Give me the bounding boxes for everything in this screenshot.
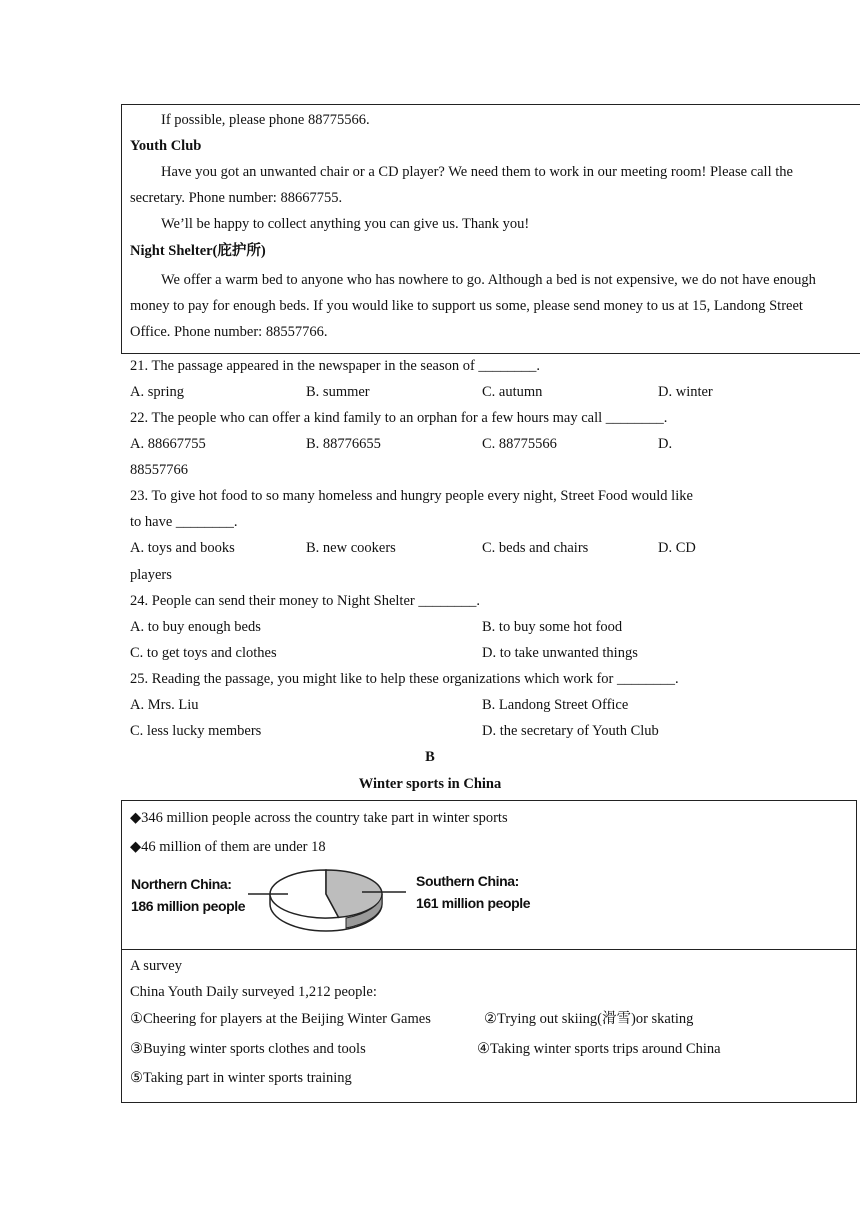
passage-line: Have you got an unwanted chair or a CD player? We need them to work in our meeting room! Please call the [161,164,793,180]
passage-line: We offer a warm bed to anyone who has nowhere to go. Although a bed is not expensive, we do not have enough [161,272,816,288]
option-21-a: A. spring [130,384,184,400]
section-title: Winter sports in China [358,776,502,792]
option-21-b: B. summer [306,384,370,400]
option-22-a: A. 88667755 [130,436,206,452]
pie-label-southern [416,870,530,914]
option-22-b: B. 88776655 [306,436,381,452]
section-letter: B [425,749,435,765]
option-25-c: C. less lucky members [130,723,262,739]
survey-item-2: ②Trying out skiing(滑雪)or skating [484,1011,694,1027]
option-23-b: B. new cookers [306,540,396,556]
northern-label: Northern China: [131,876,232,892]
question-23-stem-wrap: to have ________. [130,514,238,530]
option-23-a: A. toys and books [130,540,235,556]
question-25-stem: 25. Reading the passage, you might like to help these organizations which work for ________. [130,671,679,687]
southern-value: 161 million people [416,895,531,911]
passage-line: We’ll be happy to collect anything you can give us. Thank you! [161,216,530,232]
southern-label: Southern China: [416,873,519,889]
option-25-d: D. the secretary of Youth Club [482,723,659,739]
survey-item-1: ①Cheering for players at the Beijing Winter Games [130,1011,431,1027]
survey-item-4: ④Taking winter sports trips around China [477,1041,721,1057]
option-21-c: C. autumn [482,384,543,400]
section-heading-youth-club: Youth Club [130,138,202,154]
northern-value: 186 million people [131,898,246,914]
pie-chart [240,860,410,940]
divider [121,949,857,950]
option-24-a: A. to buy enough beds [130,619,261,635]
passage-line: secretary. Phone number: 88667755. [130,190,343,206]
option-21-d: D. winter [658,384,713,400]
survey-intro: China Youth Daily surveyed 1,212 people: [130,984,377,1000]
option-22-c: C. 88775566 [482,436,557,452]
fact-line: ◆46 million of them are under 18 [130,839,326,855]
survey-title: A survey [130,958,182,974]
survey-item-5: ⑤Taking part in winter sports training [130,1070,352,1086]
option-22-d: D. [658,436,673,452]
pie-label-northern [131,873,245,917]
passage-line: Office. Phone number: 88557766. [130,324,328,340]
option-25-b: B. Landong Street Office [482,697,629,713]
option-23-c: C. beds and chairs [482,540,589,556]
option-23-d: D. CD [658,540,696,556]
question-22-stem: 22. The people who can offer a kind family to an orphan for a few hours may call ________. [130,410,668,426]
option-25-a: A. Mrs. Liu [130,697,199,713]
question-24-stem: 24. People can send their money to Night Shelter ________. [130,593,480,609]
option-24-c: C. to get toys and clothes [130,645,277,661]
option-24-d: D. to take unwanted things [482,645,638,661]
option-23-d-wrap: players [130,567,172,583]
section-heading-night-shelter: Night Shelter(庇护所) [130,243,266,259]
passage-line: If possible, please phone 88775566. [161,112,370,128]
passage-line: money to pay for enough beds. If you would like to support us some, please send money to us at 15, Landong Street [130,298,803,314]
option-22-d-wrap: 88557766 [130,462,188,478]
option-24-b: B. to buy some hot food [482,619,623,635]
question-23-stem: 23. To give hot food to so many homeless and hungry people every night, Street Food would like [130,488,693,504]
survey-item-3: ③Buying winter sports clothes and tools [130,1041,366,1057]
question-21-stem: 21. The passage appeared in the newspaper in the season of ________. [130,358,541,374]
fact-line: ◆346 million people across the country take part in winter sports [130,810,508,826]
